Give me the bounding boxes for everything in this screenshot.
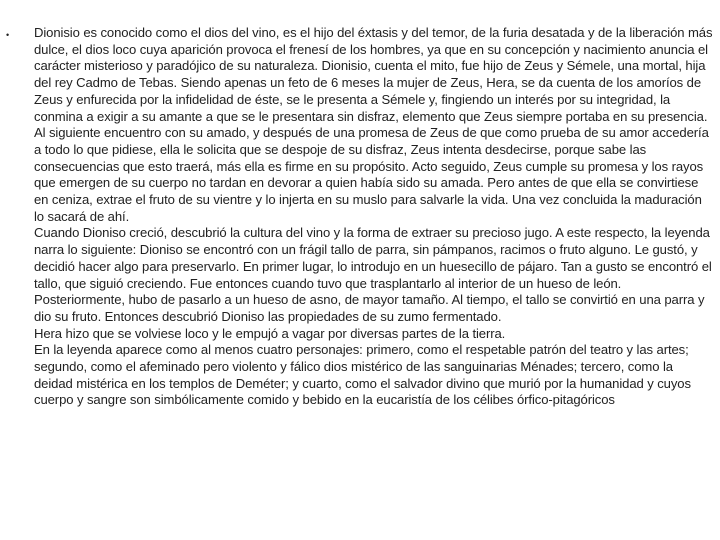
paragraph-wine-discovery: Cuando Dioniso creció, descubrió la cultura del vino y la forma de extraer su precioso jugo. A este respecto, la leyenda narra lo siguiente: Dioniso se encontró con un frágil tallo de parra, sin pámpanos, racimos o fruto alguno. Le gustó, y decidió hacer algo para preservarlo. En primer lugar, lo introdujo en un huesecillo de pájaro. Tan a gusto se encontró el tallo, que siguió creciendo. Fue entonces cuando tuvo que trasplantarlo al interior de un hueso de león. Posteriormente, hubo de pasarlo a un hueso de asno, de mayor tamaño. Al tiempo, el tallo se convirtió en una parra y dio su fruto. Entonces descubrió Dioniso las propiedades de su zumo fermentado.: [34, 225, 712, 324]
paragraph-dionisio-origin: Dionisio es conocido como el dios del vino, es el hijo del éxtasis y del temor, de la furia desatada y de la liberación más dulce, el dios loco cuya aparición provoca el frenesí de los hombres, ya que en su concepción y nacimiento anuncia el carácter misterioso y paradójico de su naturaleza. Dionisio, cuenta el mito, fue hijo de Zeus y Sémele, una mortal, hija del rey Cadmo de Tebas. Siendo apenas un feto de 6 meses la mujer de Zeus, Hera, se da cuenta de los amoríos de Zeus y enfurecida por la infidelidad de éste, se le presenta a Sémele y, fingiendo un interés por su integridad, la conmina a exigir a su amante a que se le presentara sin disfraz, elemento que Zeus siempre portaba en su presencia. Al siguiente encuentro con su amado, y después de una promesa de Zeus de que como prueba de su amor accedería a todo lo que pidiese, ella le solicita que se despoje de su disfraz, Zeus intenta desdecirse, porque sabe las consecuencias que esto traerá, más ella es firme en su propósito. Acto seguido, Zeus cumple su promesa y los rayos que emergen de su cuerpo no tardan en devorar a quien había sido su amada. Pero antes de que ella se convirtiese en ceniza, extrae el fruto de su vientre y lo injerta en su muslo para salvarle la vida. Una vez concluida la maduración lo sacará de ahí.: [34, 25, 713, 224]
body-text: [34, 25, 714, 409]
paragraph-hera-madness: Hera hizo que se volviese loco y le empujó a vagar por diversas partes de la tierra.: [34, 325, 506, 341]
bullet-marker: •: [6, 30, 10, 40]
paragraph-four-characters: En la leyenda aparece como al menos cuatro personajes: primero, como el respetable patrón del teatro y las artes; segundo, como el afeminado pero violento y fálico dios mistérico de las sanguinarias Ménades; tercero, como la deidad mistérica en los templos de Deméter; y cuarto, como el salvador divino que murió por la humanidad y cuyos cuerpo y sangre son simbólicamente comido y bebido en la eucaristía de los célibes órfico-pitagóricos: [34, 342, 691, 408]
